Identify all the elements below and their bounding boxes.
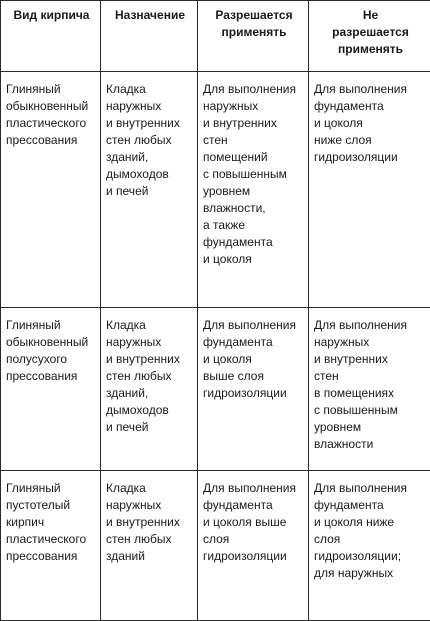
table-header (1, 1, 430, 72)
table-row (1, 308, 430, 471)
cell-brick-type: Глиняный обыкновенный пластического прессования (1, 72, 101, 308)
cell-allowed-use: Для выполнения наружных и внутренних стен помещений с повышенным уровнем влажности, а также фундамента и цоколя (198, 72, 309, 308)
cell-forbidden-use: Для выполнения наружных и внутренних стен в помещениях с повышенным уровнем влажности (309, 308, 430, 471)
header-brick-type: Вид кирпича (1, 1, 101, 72)
cell-allowed-use: Для выполнения фундамента и цоколя выше слоя гидроизоляции (198, 471, 309, 621)
cell-brick-type: Глиняный пустотелый кирпич пластического прессования (1, 471, 101, 621)
table-row (1, 471, 430, 621)
cell-purpose: Кладка наружных и внутренних стен любых зданий, дымоходов и печей (101, 308, 198, 471)
cell-forbidden-use: Для выполнения фундамента и цоколя ниже слоя гидроизоляции; для наружных (309, 471, 430, 621)
cell-purpose: Кладка наружных и внутренних стен любых зданий, дымоходов и печей (101, 72, 198, 308)
table-body (1, 72, 430, 621)
cell-allowed-use: Для выполнения фундамента и цоколя выше слоя гидроизоляции (198, 308, 309, 471)
header-forbidden-use: Не разрешается применять (309, 1, 430, 72)
table-row (1, 72, 430, 308)
cell-purpose: Кладка наружных и внутренних стен любых зданий (101, 471, 198, 621)
cell-forbidden-use: Для выполнения фундамента и цоколя ниже слоя гидроизоляции (309, 72, 430, 308)
header-row (1, 1, 430, 72)
cell-brick-type: Глиняный обыкновенный полусухого прессования (1, 308, 101, 471)
header-purpose: Назначение (101, 1, 198, 72)
header-allowed-use: Разрешается применять (198, 1, 309, 72)
